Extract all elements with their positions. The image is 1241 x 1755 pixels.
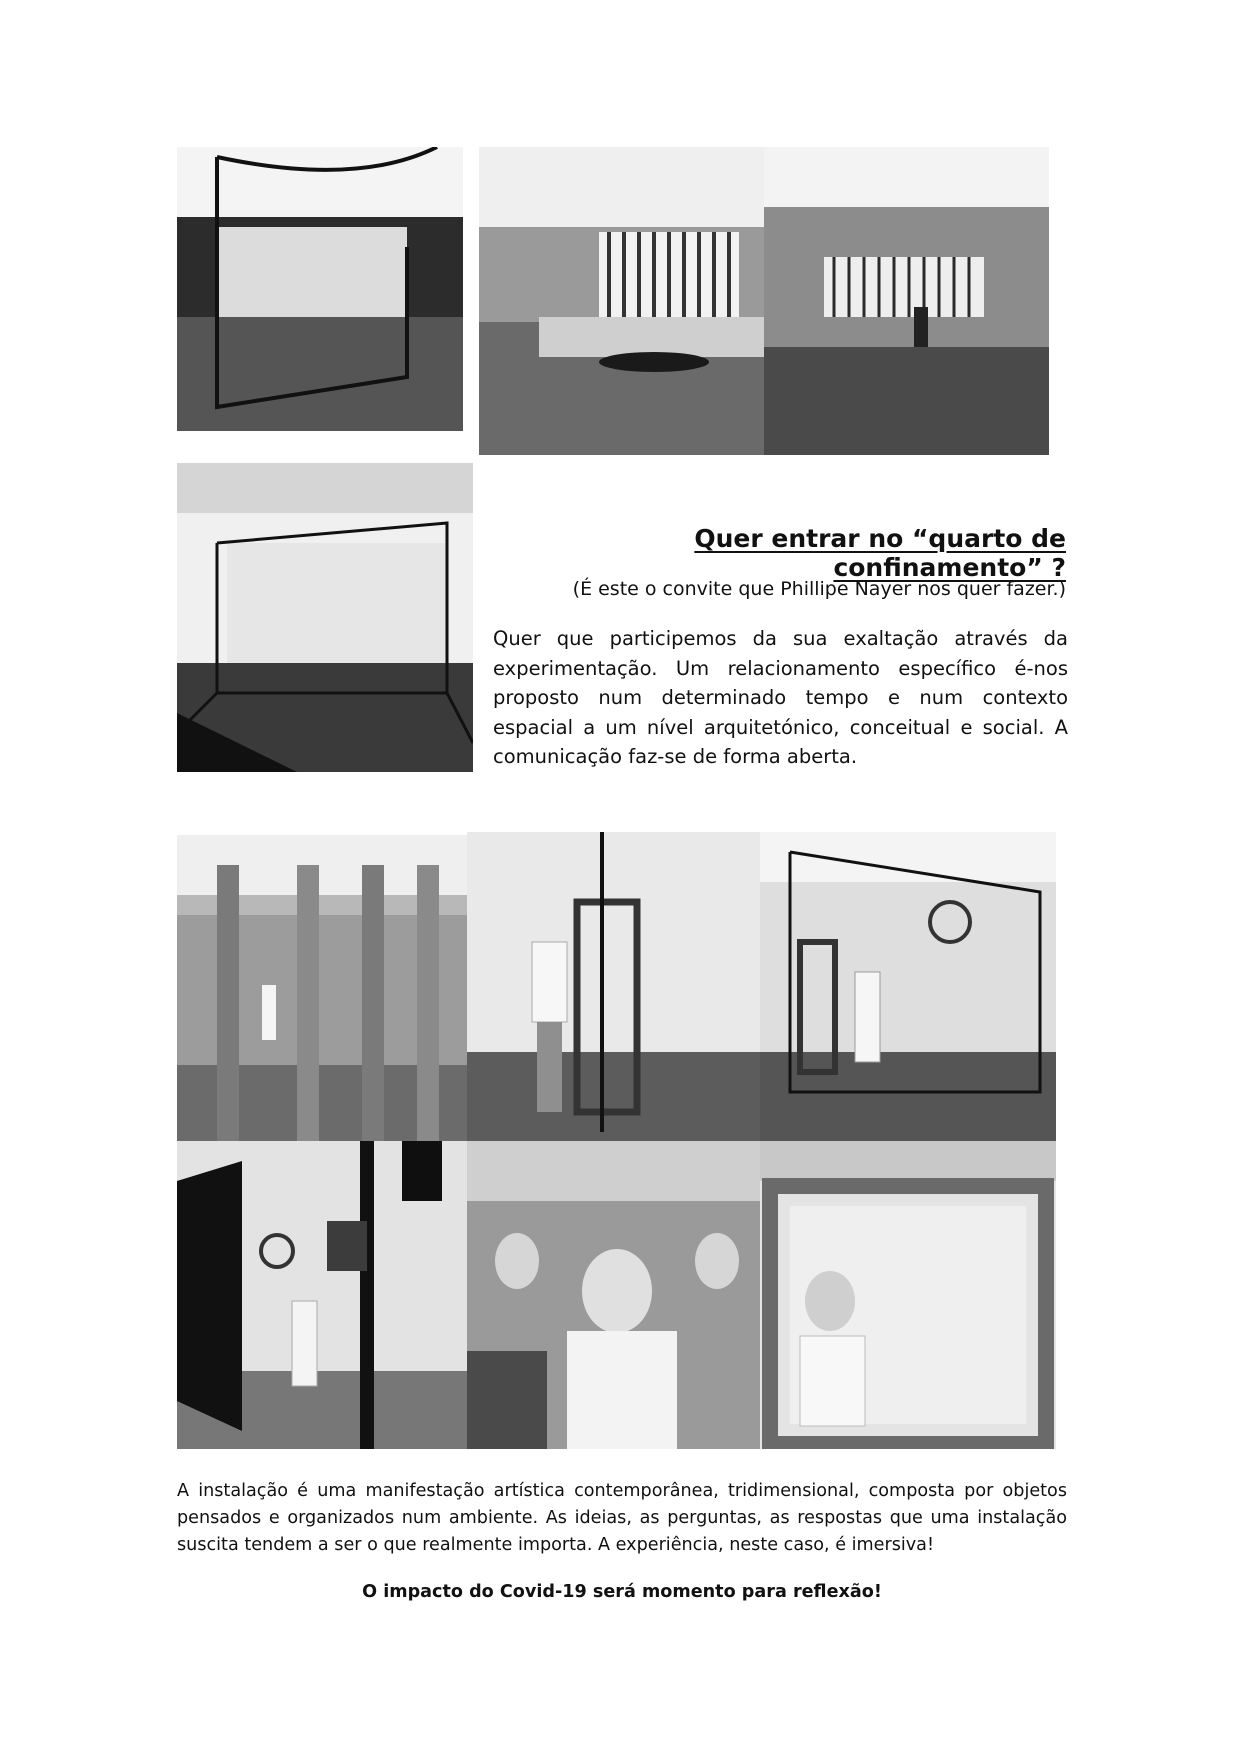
photo-man-at-slatted-window	[764, 147, 1049, 455]
photo-man-with-door-frame	[467, 832, 760, 1141]
photo-man-behind-posts	[177, 835, 467, 1141]
photo-man-cube-dark-panel	[177, 1141, 467, 1449]
photo-concrete-room-slats	[479, 147, 764, 455]
article-body: A instalação é uma manifestação artística contemporânea, tridimensional, composta por objetos pensados e organizados num ambiente. As ideias, as perguntas, as respostas que uma instalação suscita tendem a ser o que realmente importa. A experiência, neste caso, é imersiva!	[177, 1481, 1067, 1555]
article-closing: O impacto do Covid-19 será momento para reflexão!	[362, 1582, 882, 1602]
photo-man-in-ornate-frame	[760, 1141, 1056, 1449]
photo-man-reflections-mirror	[467, 1141, 760, 1449]
photo-cube-frame-white-wall	[177, 463, 473, 772]
article-subtitle: (É este o convite que Phillipe Nayer nos quer fazer.)	[572, 578, 1066, 600]
article-headline: Quer entrar no “quarto de confinamento” ?	[694, 524, 1066, 582]
photo-cube-frame-courtyard	[177, 147, 463, 431]
article-intro: Quer que participemos da sua exaltação através da experimentação. Um relacionamento específico é-nos proposto num determinado tempo e num contexto espacial a um nível arquitetónico, conceitual e social. A comunicação faz-se de forma aberta.	[493, 627, 1068, 768]
photo-man-cube-hanging-ball	[760, 832, 1056, 1141]
